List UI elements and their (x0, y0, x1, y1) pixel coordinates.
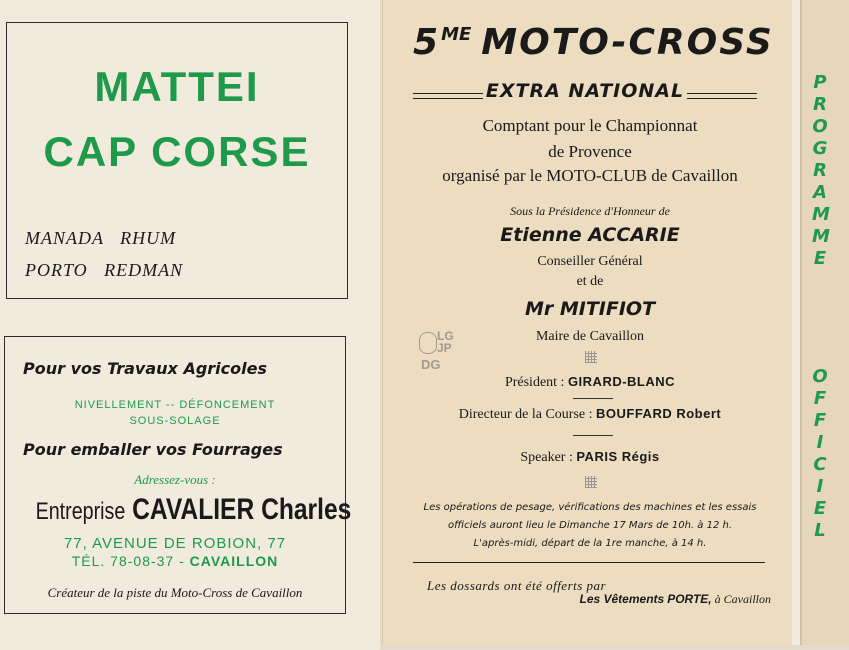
president-label: Président : (504, 375, 565, 390)
dossards-note: Les dossards ont été offerts par (427, 578, 607, 593)
president-name: GIRARD-BLANC (567, 374, 676, 389)
divider-1 (573, 398, 613, 399)
track-creator-note: Créateur de la piste du Moto-Cross de Cavaillon (47, 585, 303, 600)
sponsor-pre: Les Vêtements (579, 592, 665, 606)
divider-2 (573, 435, 613, 436)
vertical-word-officiel (812, 366, 828, 542)
telephone (5, 553, 345, 569)
director-label: Directeur de la Course : (458, 407, 593, 422)
footer-rule (413, 562, 765, 563)
letter: E (813, 248, 827, 269)
product-1: MANADA RHUM (25, 228, 177, 248)
product-2: PORTO REDMAN (25, 260, 184, 280)
event-subtitle: EXTRA NATIONAL (485, 80, 685, 102)
letter: C (813, 454, 827, 475)
speaker-line (393, 449, 787, 466)
organizer-line: organisé par le MOTO-CLUB de Cavaillon (442, 166, 738, 185)
services-line-2: SOUS-SOLAGE (129, 415, 221, 427)
cavalier-advertisement (4, 336, 352, 614)
sponsor-name: PORTE, (667, 592, 712, 606)
info-line-2: officiels auront lieu le Dimanche 17 Mars de 10h. à 12 h. (447, 520, 732, 531)
company-name (35, 493, 352, 527)
honoree-1: Etienne ACCARIE (500, 224, 680, 246)
telephone-number: TÉL. 78-08-37 - (71, 553, 185, 569)
director-line (393, 406, 787, 423)
sponsor-line (579, 592, 771, 607)
info-line-3: L'après-midi, départ de la 1re manche, à 14 h. (473, 538, 707, 549)
right-page (382, 0, 801, 645)
honoree-2-role: Maire de Cavaillon (535, 329, 645, 344)
letter: O (812, 366, 828, 387)
company-prefix: Entreprise (35, 498, 126, 525)
title-text: MOTO-CROSS (481, 22, 774, 63)
stamp-text-3: DG (421, 357, 441, 372)
company-name-text: CAVALIER Charles (132, 493, 352, 526)
page-edge (792, 0, 800, 645)
speaker-name: PARIS Régis (576, 449, 660, 464)
collector-stamp (419, 330, 461, 374)
services-line-1: NIVELLEMENT -- DÉFONCEMENT (74, 399, 276, 411)
letter: M (812, 226, 830, 247)
championship-line-1: Comptant pour le Championnat (482, 116, 698, 135)
championship-line-2: de Provence (548, 142, 632, 161)
brand-line-2: CAP CORSE (43, 128, 311, 175)
ordinal-suffix: ME (441, 24, 472, 45)
event-title (413, 22, 774, 63)
letter: O (812, 116, 828, 137)
letter: P (813, 72, 827, 93)
honoree-2: Mr MITIFIOT (524, 298, 656, 320)
letter: F (813, 388, 827, 409)
address-label: Adressez-vous : (134, 472, 216, 487)
letter: M (812, 204, 830, 225)
letter: R (813, 94, 827, 115)
letter: I (816, 476, 824, 497)
letter: I (816, 432, 824, 453)
president-line (393, 374, 787, 391)
city-name: CAVAILLON (189, 553, 279, 569)
letter: F (813, 410, 827, 431)
stamp-head-icon (419, 332, 437, 354)
heading-fourrages: Pour emballer vos Fourrages (23, 440, 283, 459)
letter: E (813, 498, 827, 519)
heading-travaux: Pour vos Travaux Agricoles (23, 359, 267, 378)
ordinal-number: 5 (413, 22, 441, 63)
ornament-icon-2 (585, 476, 597, 488)
ornament-icon (585, 351, 597, 363)
letter: L (814, 520, 826, 541)
letter: A (813, 182, 827, 203)
brand-line-1: MATTEI (94, 63, 260, 110)
presidence-label: Sous la Présidence d'Honneur de (510, 204, 670, 218)
stamp-text-1: LG (437, 329, 454, 343)
letter: G (812, 138, 828, 159)
left-page (0, 0, 380, 650)
letter: R (813, 160, 827, 181)
info-line-1: Les opérations de pesage, vérifications des machines et les essais (423, 502, 757, 513)
honoree-1-role: Conseiller Général (537, 254, 643, 269)
vertical-word-programme (812, 72, 828, 270)
director-name: BOUFFARD Robert (596, 406, 722, 421)
speaker-label: Speaker : (520, 450, 573, 465)
sponsor-post: à Cavaillon (714, 592, 771, 606)
mattei-advertisement (6, 22, 348, 299)
and-label: et de (576, 274, 604, 289)
street-address: 77, AVENUE DE ROBION, 77 (63, 535, 287, 552)
stamp-text-2: JP (437, 341, 452, 355)
